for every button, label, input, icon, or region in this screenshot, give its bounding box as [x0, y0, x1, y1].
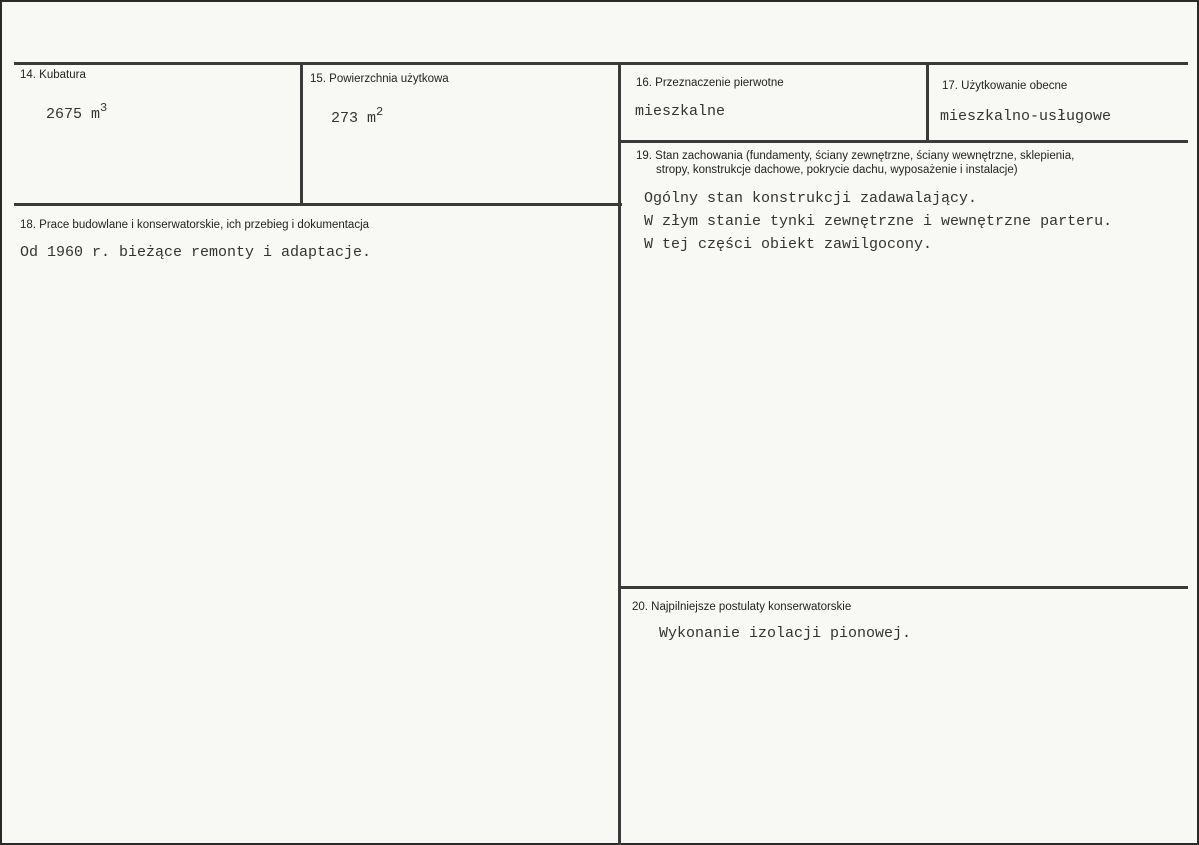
- field-15-label: 15. Powierzchnia użytkowa: [310, 73, 449, 85]
- field-18-value: Od 1960 r. bieżące remonty i adaptacje.: [20, 244, 372, 261]
- volume-number: 2675: [46, 106, 83, 123]
- field-15-value: [331, 103, 383, 128]
- divider-14-15: [300, 64, 303, 205]
- divider-main: [618, 64, 621, 845]
- field-19-label: [636, 149, 1074, 177]
- field-19-label-line2: stropy, konstrukcje dachowe, pokrycie dachu, wyposażenie i instalacje): [656, 164, 1018, 176]
- field-17-value: mieszkalno-usługowe: [940, 108, 1112, 125]
- rule-16-17-bottom: [620, 140, 1188, 143]
- top-rule: [14, 62, 1188, 65]
- field-14-label: 14. Kubatura: [20, 69, 86, 81]
- condition-line-2: W złym stanie tynki zewnętrzne i wewnętrzne parteru.: [644, 213, 1113, 230]
- volume-unit: m: [91, 106, 101, 123]
- field-19-label-line1: 19. Stan zachowania (fundamenty, ściany zewnętrzne, ściany wewnętrzne, sklepienia,: [636, 150, 1075, 162]
- condition-line-3: W tej części obiekt zawilgocony.: [644, 236, 933, 253]
- area-number: 273: [331, 110, 359, 127]
- rule-14-15-bottom: [14, 203, 622, 206]
- field-20-label: 20. Najpilniejsze postulaty konserwatorskie: [632, 601, 852, 613]
- divider-16-17: [926, 64, 929, 142]
- area-unit: m: [367, 110, 377, 127]
- field-20-value: Wykonanie izolacji pionowej.: [659, 625, 912, 642]
- field-16-label: 16. Przeznaczenie pierwotne: [636, 77, 784, 89]
- rule-19-bottom: [620, 586, 1188, 589]
- field-17-label: 17. Użytkowanie obecne: [942, 80, 1068, 92]
- field-14-value: [46, 99, 107, 124]
- area-exponent: 2: [376, 105, 384, 119]
- field-18-label: 18. Prace budowlane i konserwatorskie, ich przebieg i dokumentacja: [20, 219, 370, 231]
- field-16-value: mieszkalne: [635, 103, 726, 120]
- condition-line-1: Ogólny stan konstrukcji zadawalający.: [644, 190, 978, 207]
- field-19-value: [644, 190, 1112, 259]
- volume-exponent: 3: [100, 101, 108, 115]
